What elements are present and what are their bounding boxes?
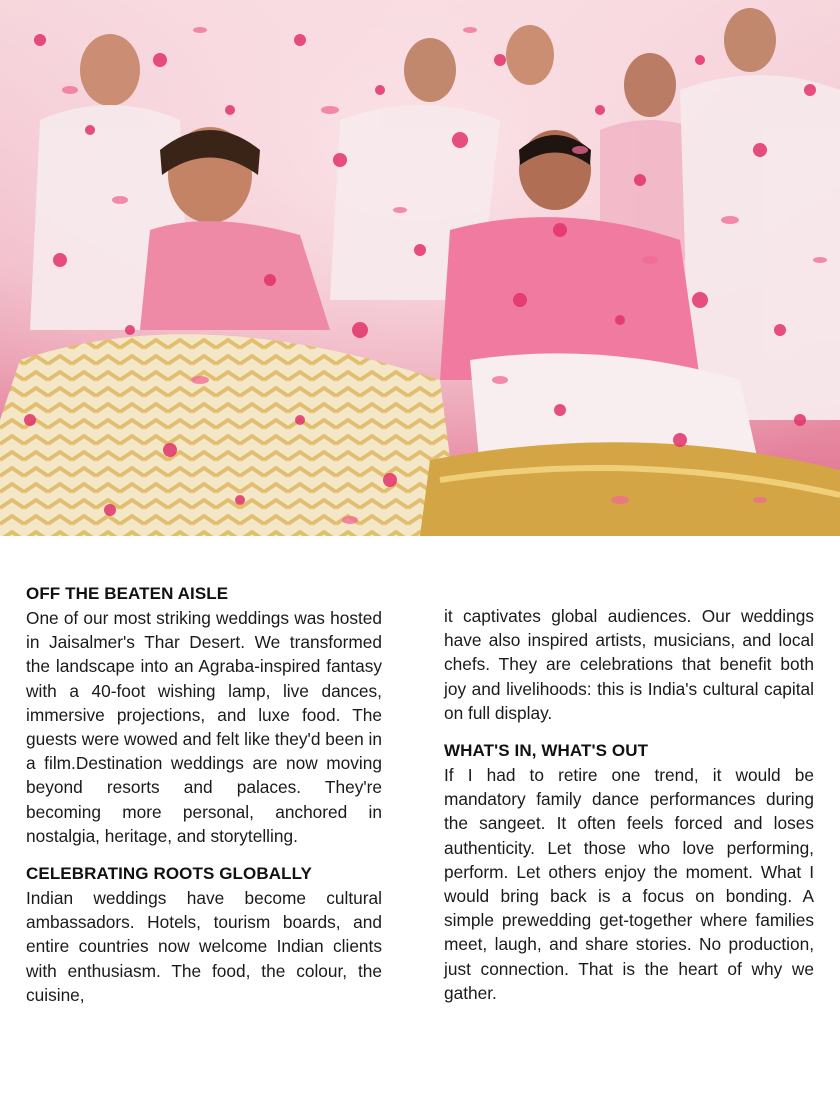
section-heading-whats-in-whats-out: WHAT'S IN, WHAT'S OUT: [444, 741, 649, 761]
section-heading-off-the-beaten-aisle: OFF THE BEATEN AISLE: [26, 584, 229, 603]
section-heading-celebrating-roots-globally: CELEBRATING ROOTS GLOBALLY: [26, 864, 312, 884]
article-column-left: [26, 582, 382, 1007]
hero-photo: [0, 0, 840, 536]
section-body-celebrating-roots-continued: it captivates global audiences. Our weddings have also inspired artists, musicians, and local chefs. They are celebrations that benefit both joy and livelihoods: this is India's cultural capital on full display.: [444, 606, 814, 723]
section-body-celebrating-roots-globally: Indian weddings have become cultural ambassadors. Hotels, tourism boards, and entire countries now welcome Indian clients with enthusiasm. The food, the colour, the cuisine,: [26, 888, 382, 1005]
section-body-whats-in-whats-out: If I had to retire one trend, it would be mandatory family dance performances during the sangeet. It often feels forced and loses authenticity. Let those who love performing, perform. Let others enjoy the moment. What I would bring back is a focus on bonding. A simple prewedding get-together where families meet, laugh, and share stories. No production, just connection. That is the heart of why we gather.: [444, 765, 814, 1003]
wedding-celebration-image: [0, 0, 840, 536]
article-column-right: [444, 604, 814, 1005]
section-body-off-the-beaten-aisle: One of our most striking weddings was hosted in Jaisalmer's Thar Desert. We transformed the landscape into an Agraba-inspired fantasy with a 40-foot wishing lamp, live dances, immersive projections, and luxe food. The guests were wowed and felt like they'd been in a film.Destination weddings are now moving beyond resorts and palaces. They're becoming more personal, anchored in nostalgia, heritage, and storytelling.: [26, 608, 382, 846]
